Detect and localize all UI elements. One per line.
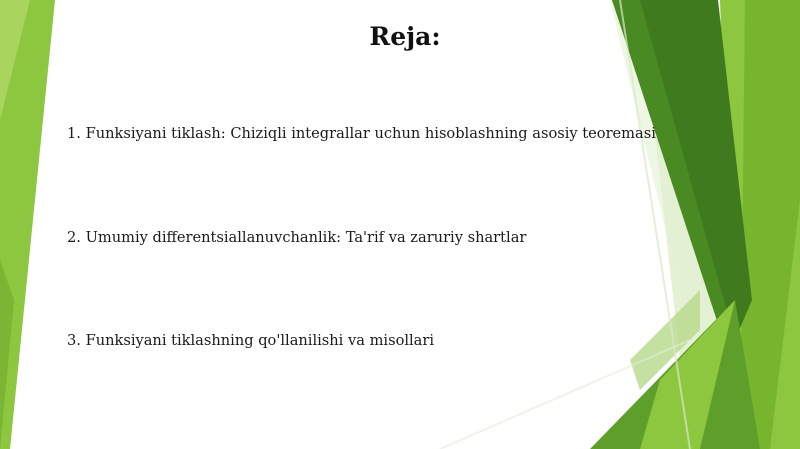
slide-title: Reja: xyxy=(369,22,441,51)
plan-item-3: 3. Funksiyani tiklashning qo'llanilishi va misollari xyxy=(67,332,435,349)
plan-item-1: 1. Funksiyani tiklash: Chiziqli integrallar uchun hisoblashning asosiy teoremasi xyxy=(67,125,656,142)
plan-item-2: 2. Umumiy differentsiallanuvchanlik: Ta'rif va zaruriy shartlar xyxy=(67,229,527,246)
